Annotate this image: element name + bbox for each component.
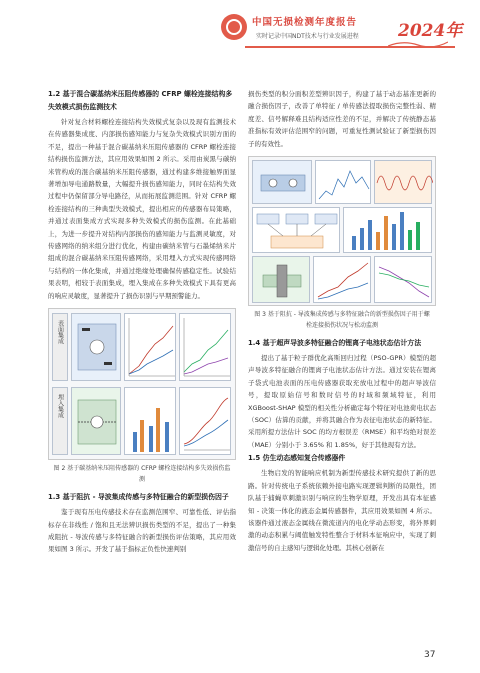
section-1-4-paragraph: 提出了基于粒子群优化高斯回归过程（PSO-GPR）模型的超声导波多特征融合的锂离子电池状态估计方法。通过安装在锂离子袋式电池表面的压电传感器获取充放电过程中的超声导波信号，提取原始信号和数时信号的时域和频域特征，利用 XGBoost-SHAP 模型的相关性分析确定每个特征对电池荷电状态（SOC）估算的贡献，并将其融合作为表征电池状态的新特征。采用所提方法估计 SOC 的均方根误差（RMSE）和平均绝对误差（MAE）分别小于 3.65% 和 1.85%，好于其他现有方法。: [248, 354, 436, 449]
report-subtitle: 实时记录中国NDT技术与行业发展进程: [256, 33, 359, 40]
fig3-panel-flowchart: [252, 207, 340, 253]
section-1-4-title: 1.4 基于超声导波多特征融合的锂离子电池状态估计方法: [248, 339, 422, 348]
section-1-5-paragraph: 生物启发的智能响应机制为新型传感技术研究提供了新的思路。针对传统电子系统依赖外接电路实现逻辑判断的局限性，团队基于捕蝇草刺激识别与响应的生物学原理，开发出具有本征感知 - 决策一体化的液态金属传感器件，其应用效果如图 4 所示。该器件通过液态金属线在微流道内的电化学动态形变，将外界刺激的动态积累与阈值触发特性整合于材料本征响应中，实现了刺激信号的自主感知与逻辑化处理。其核心创新在: [248, 469, 436, 552]
right-column: [248, 88, 436, 554]
fig3-panel-impedance: [315, 160, 371, 204]
report-header: [0, 0, 480, 62]
fig2-sensor-layout-2: [71, 387, 121, 455]
fig2-label-embedded: 埋入集成: [52, 387, 68, 455]
figure-2-caption: 图 2 基于碳基纳米压阻传感器的 CFRP 螺栓连接结构多失效损伤监测: [53, 465, 231, 483]
fig3-panel-result: [343, 207, 432, 253]
fig3-panel-sensor: [252, 160, 312, 204]
page-number: 37: [424, 650, 436, 660]
fig2-signal-plot-4: [179, 387, 231, 455]
report-title: 中国无损检测年度报告: [252, 17, 358, 28]
fig3-panel-curve-2: [374, 256, 432, 303]
figure-2: [48, 308, 236, 460]
fig2-signal-plot-1: [124, 313, 176, 381]
fig2-label-surface: 表面集成: [52, 313, 68, 381]
section-1-5-title: 1.5 仿生动态感知复合传感器件: [248, 454, 346, 463]
fig2-sensor-layout-1: [71, 313, 121, 381]
figure-3-caption: 图 3 基于阻抗 - 导波集成传感与多特征融合的新型损伤因子用于螺栓连接损伤状况与松动监测: [254, 311, 430, 329]
fig3-panel-curve-1: [313, 256, 371, 303]
fig2-signal-plot-3: [124, 387, 176, 455]
report-logo-icon: [221, 14, 247, 40]
figure-3: [248, 156, 436, 306]
fig3-panel-bolt: [252, 256, 310, 303]
header-divider: [245, 46, 455, 48]
fig3-panel-waveform: [374, 160, 432, 204]
section-1-3-continued: 损伤类型的积分面积差型辨识因子，构建了基于动态基准更新的融合损伤因子，改善了单特征 / 单传感法提取损伤完整性弱、精度差、信号解释难且结构适应性差的不足，并解决了传统静态基准指标有效评估范围窄的问题，可重复性测试验证了新型损伤因子的有效性。: [248, 90, 436, 148]
left-column: [48, 88, 236, 556]
report-year: 2024年: [398, 21, 463, 41]
section-1-2-paragraph: 针对复合材料螺栓连接结构失效模式复杂以及现有监测技术在传感器集成度、内部损伤感知能力与复杂失效模式识别方面的不足，提出一种基于混合碳基纳米压阻传感器的 CFRP 螺栓连接结构损伤监测方法，其应用效果如图 2 所示。采用由炭黑与碳纳米管构成的混合碳基纳米压阻传感器，通过构建多维接触界面显著增加导电通路数量，大幅提升损伤感知能力，同时在结构失效过程中仍保留部分导电路径，从而拓展监测范围。针对 CFRP 螺栓连接结构的三种典型失效模式，提出相应的传感器布局策略，并通过表面集成方式实现多种失效模式的损伤监测。在此基础上，为进一步提升对结构内部损伤的感知能力与监测灵敏度，对传感网络的纳米组分进行优化，构建由碳纳米管与石墨烯纳米片组成的混合碳基纳米压阻传感网络，采用埋入方式实现传感网络与结构的一体化集成，并通过绝缘处理确保传感稳定性。试验结果表明，相较于表面集成，埋入集成在多种失效模式下具有更高的响应灵敏度，显著提升了损伤识别与早期预警能力。: [48, 118, 236, 300]
section-1-3-title: 1.3 基于阻抗 - 导波集成传感与多特征融合的新型损伤因子: [48, 493, 229, 502]
section-1-2-title: 1.2 基于混合碳基纳米压阻传感器的 CFRP 螺栓连接结构多失效模式损伤监测技术: [48, 90, 233, 111]
section-1-3-paragraph: 鉴于现有压电传感技术存在监测范围窄、可靠性低、评估指标存在非线性 / 饱和且无法辨识损伤类型的不足，提出了一种集成阻抗 - 导波传感与多特征融合的新型损伤评估策略，其应用效果如图 3 所示。开发了基于指标正负性快速判别: [48, 508, 236, 554]
fig2-signal-plot-2: [179, 313, 231, 381]
